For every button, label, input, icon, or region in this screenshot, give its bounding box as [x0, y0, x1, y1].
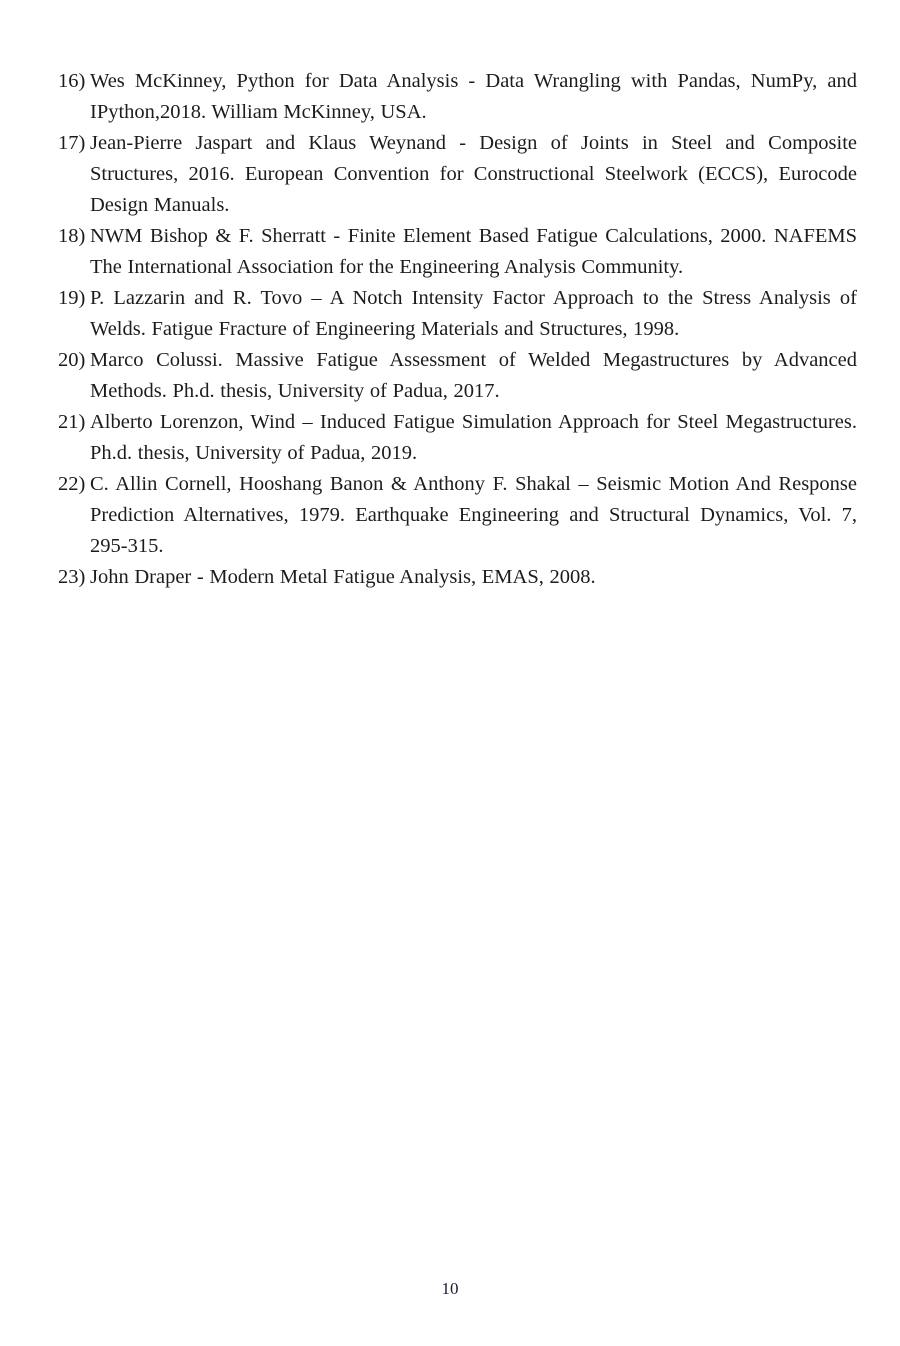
reference-item [58, 469, 857, 562]
reference-text: C. Allin Cornell, Hooshang Banon & Anthony F. Shakal – Seismic Motion And Response Prediction Alternatives, 1979. Earthquake Engineering and Structural Dynamics, Vol. 7, 295-315. [90, 473, 857, 557]
reference-item [58, 562, 857, 593]
reference-text: Jean-Pierre Jaspart and Klaus Weynand - Design of Joints in Steel and Composite Structures, 2016. European Convention for Constructional Steelwork (ECCS), Eurocode Design Manuals. [90, 132, 857, 216]
reference-item [58, 221, 857, 283]
reference-item [58, 283, 857, 345]
reference-item [58, 66, 857, 128]
reference-text: Wes McKinney, Python for Data Analysis - Data Wrangling with Pandas, NumPy, and IPython,2018. William McKinney, USA. [90, 70, 857, 123]
reference-item [58, 345, 857, 407]
reference-number: 22) [58, 473, 86, 495]
reference-number: 21) [58, 411, 86, 433]
reference-text: Alberto Lorenzon, Wind – Induced Fatigue Simulation Approach for Steel Megastructures. Ph.d. thesis, University of Padua, 2019. [90, 411, 857, 464]
reference-number: 19) [58, 287, 86, 309]
reference-text: P. Lazzarin and R. Tovo – A Notch Intensity Factor Approach to the Stress Analysis of Welds. Fatigue Fracture of Engineering Materials and Structures, 1998. [90, 287, 857, 340]
reference-item [58, 128, 857, 221]
reference-number: 23) [58, 566, 86, 588]
page-number: 10 [441, 1279, 459, 1298]
reference-number: 16) [58, 70, 86, 92]
page-footer [0, 1278, 900, 1300]
reference-item [58, 407, 857, 469]
reference-number: 18) [58, 225, 86, 247]
reference-number: 20) [58, 349, 86, 371]
reference-text: NWM Bishop & F. Sherratt - Finite Element Based Fatigue Calculations, 2000. NAFEMS The International Association for the Engineering Analysis Community. [90, 225, 857, 278]
reference-text: John Draper - Modern Metal Fatigue Analysis, EMAS, 2008. [90, 566, 596, 588]
reference-number: 17) [58, 132, 86, 154]
references-list [58, 66, 857, 593]
reference-text: Marco Colussi. Massive Fatigue Assessment of Welded Megastructures by Advanced Methods. Ph.d. thesis, University of Padua, 2017. [90, 349, 857, 402]
